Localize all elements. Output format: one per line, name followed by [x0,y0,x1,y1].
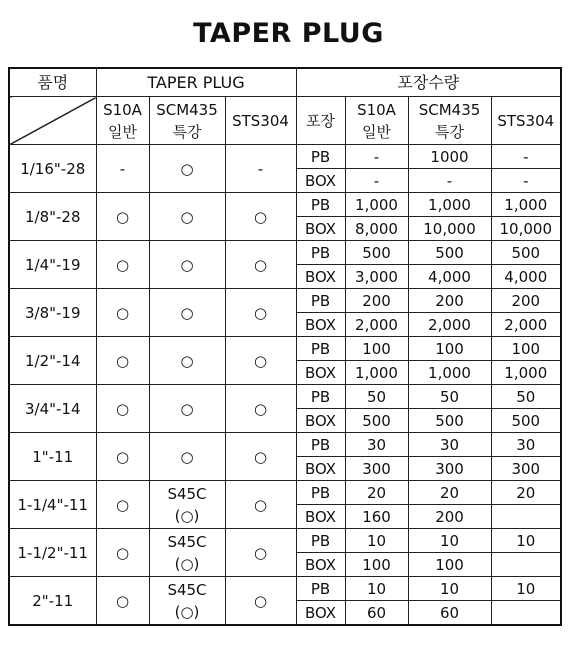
table-row [9,337,561,361]
table-row [9,385,561,409]
scm-mark: (○) [174,602,200,621]
pb-qty-s10a: 100 [345,337,408,361]
scm435-availability [149,577,225,626]
scm-mark: (○) [174,506,200,525]
header-s10a-label: S10A [103,100,142,119]
pb-label: PB [296,529,345,553]
table-row [9,145,561,169]
box-qty-s10a: 2,000 [345,313,408,337]
header-qty-scm435-special [408,97,491,145]
pb-qty-scm435: 50 [408,385,491,409]
header-packaging: 포장 [296,97,345,145]
pb-qty-scm435: 500 [408,241,491,265]
box-qty-scm435: - [408,169,491,193]
pb-label: PB [296,145,345,169]
box-qty-s10a: 60 [345,601,408,626]
pb-qty-s10a: 500 [345,241,408,265]
box-label: BOX [296,169,345,193]
scm435-availability: ○ [149,193,225,241]
box-label: BOX [296,217,345,241]
box-qty-scm435: 10,000 [408,217,491,241]
box-qty-sts304: 500 [491,409,561,433]
header-row-2 [9,97,561,145]
sts304-availability: ○ [225,577,296,626]
box-label: BOX [296,265,345,289]
scm435-availability: ○ [149,337,225,385]
pb-qty-scm435: 10 [408,529,491,553]
header-general-label: 일반 [108,122,137,141]
sts304-availability: - [225,145,296,193]
pb-label: PB [296,577,345,601]
box-qty-sts304 [491,505,561,529]
box-qty-scm435: 60 [408,601,491,626]
s10a-availability: ○ [96,385,149,433]
pb-qty-sts304: 10 [491,577,561,601]
box-qty-sts304: - [491,169,561,193]
header-qty-s10a-general [345,97,408,145]
pb-qty-s10a: 1,000 [345,193,408,217]
box-qty-sts304: 1,000 [491,361,561,385]
pb-qty-scm435: 10 [408,577,491,601]
header-scm435-label: SCM435 [156,100,218,119]
pb-qty-sts304: - [491,145,561,169]
pb-qty-scm435: 1000 [408,145,491,169]
s10a-availability: ○ [96,529,149,577]
box-qty-sts304: 4,000 [491,265,561,289]
table-row [9,241,561,265]
pb-qty-sts304: 50 [491,385,561,409]
header-special-label: 특강 [172,122,202,141]
header-item-name: 품명 [9,68,96,97]
scm435-availability: ○ [149,385,225,433]
scm-note: S45C [167,580,207,599]
box-qty-scm435: 100 [408,553,491,577]
scm435-availability: ○ [149,145,225,193]
size-cell: 1/8"-28 [9,193,96,241]
box-qty-s10a: 300 [345,457,408,481]
pb-qty-scm435: 100 [408,337,491,361]
box-label: BOX [296,553,345,577]
table-row [9,529,561,553]
box-qty-s10a: 100 [345,553,408,577]
sts304-availability: ○ [225,337,296,385]
scm-note: S45C [167,484,207,503]
s10a-availability: ○ [96,481,149,529]
box-qty-sts304: 2,000 [491,313,561,337]
pb-label: PB [296,241,345,265]
header-sts304: STS304 [225,97,296,145]
scm435-availability: ○ [149,289,225,337]
pb-qty-s10a: 10 [345,529,408,553]
sts304-availability: ○ [225,193,296,241]
pb-qty-s10a: 50 [345,385,408,409]
table-row [9,577,561,601]
sts304-availability: ○ [225,241,296,289]
pb-qty-s10a: 20 [345,481,408,505]
header-qty-scm435-label: SCM435 [418,100,481,119]
s10a-availability: ○ [96,289,149,337]
table-row [9,193,561,217]
table-row [9,433,561,457]
s10a-availability: ○ [96,193,149,241]
size-cell: 1-1/4"-11 [9,481,96,529]
s10a-availability: - [96,145,149,193]
size-cell: 1/4"-19 [9,241,96,289]
size-cell: 1-1/2"-11 [9,529,96,577]
header-qty-special-label: 특강 [435,122,464,141]
pb-label: PB [296,337,345,361]
size-cell: 3/4"-14 [9,385,96,433]
pb-qty-scm435: 1,000 [408,193,491,217]
pb-qty-scm435: 200 [408,289,491,313]
box-qty-s10a: - [345,169,408,193]
box-label: BOX [296,601,345,626]
pb-qty-scm435: 30 [408,433,491,457]
pb-qty-s10a: 200 [345,289,408,313]
spec-table-body [9,145,561,626]
page-title: TAPER PLUG [193,18,384,49]
box-qty-scm435: 300 [408,457,491,481]
scm-mark: (○) [174,554,200,573]
box-qty-scm435: 500 [408,409,491,433]
scm435-availability: ○ [149,433,225,481]
box-qty-scm435: 1,000 [408,361,491,385]
pb-label: PB [296,481,345,505]
pb-qty-s10a: 30 [345,433,408,457]
size-cell: 3/8"-19 [9,289,96,337]
header-taper-plug: TAPER PLUG [96,68,296,97]
pb-label: PB [296,433,345,457]
sts304-availability: ○ [225,529,296,577]
box-label: BOX [296,505,345,529]
s10a-availability: ○ [96,241,149,289]
box-qty-s10a: 160 [345,505,408,529]
pb-label: PB [296,193,345,217]
pb-qty-sts304: 20 [491,481,561,505]
pb-qty-sts304: 100 [491,337,561,361]
header-qty-s10a-label: S10A [357,100,396,119]
scm-note: S45C [167,532,207,551]
pb-qty-s10a: - [345,145,408,169]
pb-label: PB [296,385,345,409]
pb-qty-sts304: 1,000 [491,193,561,217]
box-qty-scm435: 2,000 [408,313,491,337]
header-packaging-qty: 포장수량 [296,68,561,97]
pb-qty-sts304: 30 [491,433,561,457]
table-row [9,289,561,313]
pb-qty-s10a: 10 [345,577,408,601]
scm435-availability [149,529,225,577]
header-qty-general-label: 일반 [362,122,391,141]
box-qty-s10a: 1,000 [345,361,408,385]
size-cell: 1/16"-28 [9,145,96,193]
header-row-1 [9,68,561,97]
scm435-availability: ○ [149,241,225,289]
box-qty-scm435: 200 [408,505,491,529]
sts304-availability: ○ [225,481,296,529]
box-qty-scm435: 4,000 [408,265,491,289]
box-label: BOX [296,361,345,385]
header-scm435-special [149,97,225,145]
s10a-availability: ○ [96,577,149,626]
sts304-availability: ○ [225,385,296,433]
pb-qty-sts304: 500 [491,241,561,265]
sts304-availability: ○ [225,289,296,337]
box-label: BOX [296,313,345,337]
table-row [9,481,561,505]
box-qty-s10a: 3,000 [345,265,408,289]
box-qty-sts304: 300 [491,457,561,481]
size-cell: 2"-11 [9,577,96,626]
header-s10a-general [96,97,149,145]
pb-label: PB [296,289,345,313]
box-qty-sts304 [491,553,561,577]
pb-qty-scm435: 20 [408,481,491,505]
box-label: BOX [296,409,345,433]
pb-qty-sts304: 10 [491,529,561,553]
box-qty-s10a: 8,000 [345,217,408,241]
box-qty-sts304 [491,601,561,626]
box-label: BOX [296,457,345,481]
size-cell: 1/2"-14 [9,337,96,385]
s10a-availability: ○ [96,433,149,481]
header-qty-sts304: STS304 [491,97,561,145]
spec-table [8,67,562,626]
s10a-availability: ○ [96,337,149,385]
box-qty-s10a: 500 [345,409,408,433]
pb-qty-sts304: 200 [491,289,561,313]
scm435-availability [149,481,225,529]
header-diagonal-cell [9,97,96,145]
sts304-availability: ○ [225,433,296,481]
box-qty-sts304: 10,000 [491,217,561,241]
size-cell: 1"-11 [9,433,96,481]
